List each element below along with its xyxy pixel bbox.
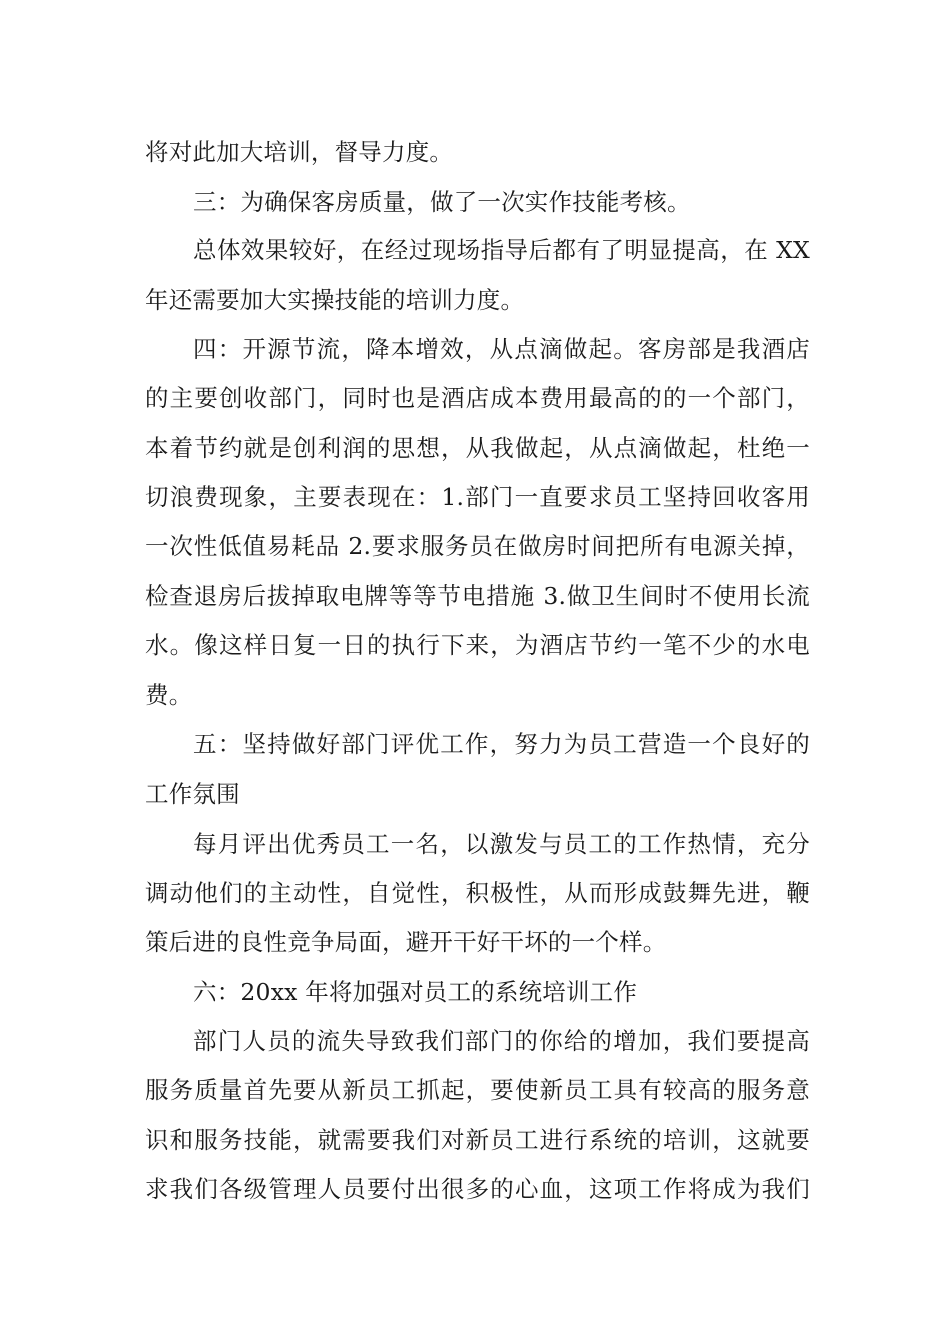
paragraph-line: 求我们各级管理人员要付出很多的心血，这项工作将成为我们 <box>145 1175 810 1203</box>
paragraph-line: 服务质量首先要从新员工抓起，要使新员工具有较高的服务意 <box>145 1076 810 1104</box>
paragraph-line: 策后进的良性竞争局面，避开干好干坏的一个样。 <box>145 928 667 956</box>
paragraph-line: 的主要创收部门，同时也是酒店成本费用最高的的一个部门， <box>145 384 810 412</box>
section-heading: 六：20xx 年将加强对员工的系统培训工作 <box>193 978 638 1006</box>
paragraph-line: 部门人员的流失导致我们部门的你给的增加，我们要提高 <box>193 1027 810 1055</box>
paragraph-line: 总体效果较好，在经过现场指导后都有了明显提高，在 XX <box>193 236 810 264</box>
paragraph-line: 将对此加大培训，督导力度。 <box>145 138 454 166</box>
section-heading: 四：开源节流，降本增效，从点滴做起。客房部是我酒店 <box>193 335 810 363</box>
section-heading: 三：为确保客房质量，做了一次实作技能考核。 <box>193 188 691 216</box>
paragraph-line: 切浪费现象，主要表现在：1.部门一直要求员工坚持回收客用 <box>145 483 810 511</box>
paragraph-line: 费。 <box>145 681 193 709</box>
paragraph-line: 本着节约就是创利润的思想，从我做起，从点滴做起，杜绝一 <box>145 434 810 462</box>
section-heading: 五：坚持做好部门评优工作，努力为员工营造一个良好的 <box>193 730 810 758</box>
paragraph-line: 年还需要加大实操技能的培训力度。 <box>145 286 525 314</box>
paragraph-line: 工作氛围 <box>145 780 240 808</box>
paragraph-line: 检查退房后拔掉取电牌等等节电措施 3.做卫生间时不使用长流 <box>145 582 810 610</box>
paragraph-line: 识和服务技能，就需要我们对新员工进行系统的培训，这就要 <box>145 1126 810 1154</box>
paragraph-line: 一次性低值易耗品 2.要求服务员在做房时间把所有电源关掉， <box>145 532 810 560</box>
paragraph-line: 每月评出优秀员工一名，以激发与员工的工作热情，充分 <box>193 830 810 858</box>
paragraph-line: 调动他们的主动性，自觉性，积极性，从而形成鼓舞先进，鞭 <box>145 879 810 907</box>
paragraph-line: 水。像这样日复一日的执行下来，为酒店节约一笔不少的水电 <box>145 631 810 659</box>
